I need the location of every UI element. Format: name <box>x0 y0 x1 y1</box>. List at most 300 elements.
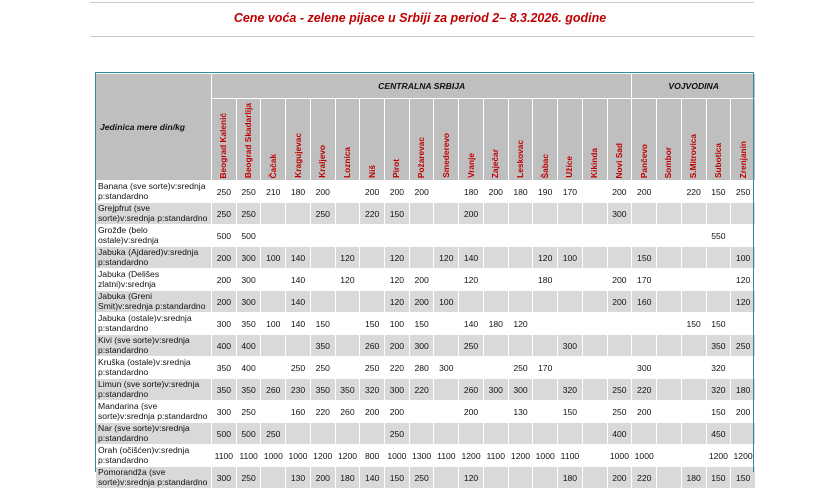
price-cell: 200 <box>632 181 657 203</box>
price-cell: 320 <box>360 379 385 401</box>
price-table <box>95 73 756 489</box>
price-cell: 300 <box>508 379 533 401</box>
price-cell <box>459 357 484 379</box>
price-cell <box>434 401 459 423</box>
price-cell: 500 <box>236 225 261 247</box>
price-cell: 100 <box>385 313 410 335</box>
price-cell: 160 <box>286 401 311 423</box>
price-cell: 1300 <box>409 445 434 467</box>
price-cell <box>706 247 731 269</box>
price-cell <box>508 291 533 313</box>
price-cell <box>582 313 607 335</box>
price-cell: 300 <box>236 269 261 291</box>
price-cell <box>533 291 558 313</box>
price-cell <box>681 423 706 445</box>
price-cell <box>483 467 508 489</box>
price-cell: 550 <box>706 225 731 247</box>
price-cell: 120 <box>335 247 360 269</box>
price-cell: 1200 <box>706 445 731 467</box>
price-cell: 250 <box>508 357 533 379</box>
price-cell <box>533 203 558 225</box>
city-header <box>335 99 360 181</box>
fruit-name-line: Jabuka (Ajdared)v:srednja <box>98 247 199 258</box>
price-cell: 320 <box>558 379 583 401</box>
fruit-name <box>96 357 212 379</box>
price-cell: 250 <box>236 401 261 423</box>
price-cell: 100 <box>731 247 756 269</box>
price-cell: 140 <box>286 291 311 313</box>
price-cell: 200 <box>607 269 632 291</box>
price-cell <box>558 203 583 225</box>
price-cell: 200 <box>310 181 335 203</box>
price-cell <box>681 335 706 357</box>
page-title: Cene voća - zelene pijace u Srbiji za period 2– 8.3.2026. godine <box>233 11 607 25</box>
price-cell <box>360 269 385 291</box>
city-label: Loznica <box>341 147 352 179</box>
price-cell: 350 <box>310 379 335 401</box>
price-cell: 200 <box>385 181 410 203</box>
fruit-name <box>96 379 212 401</box>
price-cell: 320 <box>706 379 731 401</box>
price-cell: 100 <box>434 291 459 313</box>
price-cell: 200 <box>385 335 410 357</box>
price-cell: 180 <box>335 467 360 489</box>
price-cell <box>731 225 756 247</box>
price-cell: 1100 <box>236 445 261 467</box>
price-cell: 120 <box>385 247 410 269</box>
table-row <box>96 313 756 335</box>
price-cell: 180 <box>533 269 558 291</box>
price-cell <box>607 247 632 269</box>
title-rule <box>90 36 754 37</box>
fruit-name-line: Grejpfrut (sve <box>98 203 151 214</box>
fruit-name-line: Kivi (sve sorte)v:srednja <box>98 335 190 346</box>
fruit-name-line: Jabuka (Greni <box>98 291 152 302</box>
price-cell: 200 <box>607 181 632 203</box>
price-cell: 1000 <box>286 445 311 467</box>
city-label: Čačak <box>267 153 278 179</box>
city-label: Vranje <box>465 153 476 179</box>
price-cell: 120 <box>459 269 484 291</box>
price-cell <box>657 247 682 269</box>
price-cell: 250 <box>261 423 286 445</box>
price-cell: 260 <box>459 379 484 401</box>
price-cell <box>335 225 360 247</box>
price-cell <box>286 203 311 225</box>
fruit-name-line: Kruška (ostale)v:srednja <box>98 357 191 368</box>
price-cell: 100 <box>261 313 286 335</box>
price-cell <box>657 467 682 489</box>
fruit-name-line: p:standardno <box>98 345 149 356</box>
city-header <box>483 99 508 181</box>
price-cell: 300 <box>212 401 237 423</box>
price-cell <box>508 225 533 247</box>
price-cell: 220 <box>632 379 657 401</box>
price-cell <box>261 225 286 247</box>
price-cell <box>533 467 558 489</box>
price-cell <box>657 313 682 335</box>
price-cell <box>409 225 434 247</box>
price-cell: 170 <box>632 269 657 291</box>
price-cell: 250 <box>212 181 237 203</box>
price-cell: 120 <box>508 313 533 335</box>
price-cell <box>310 225 335 247</box>
fruit-name <box>96 313 212 335</box>
price-cell <box>508 467 533 489</box>
price-cell: 200 <box>212 291 237 313</box>
price-cell: 140 <box>286 313 311 335</box>
price-cell <box>335 181 360 203</box>
price-cell: 400 <box>607 423 632 445</box>
price-cell: 220 <box>310 401 335 423</box>
fruit-name-line: Banana (sve sorte)v:srednja <box>98 181 206 192</box>
price-cell: 200 <box>731 401 756 423</box>
price-cell: 500 <box>212 225 237 247</box>
price-cell: 180 <box>508 181 533 203</box>
price-cell <box>335 291 360 313</box>
price-cell <box>360 225 385 247</box>
city-label: Sombor <box>663 146 674 179</box>
city-label: Novi Sad <box>613 142 624 179</box>
fruit-name <box>96 335 212 357</box>
price-cell <box>731 203 756 225</box>
price-cell <box>607 225 632 247</box>
price-cell: 120 <box>434 247 459 269</box>
price-cell: 200 <box>483 181 508 203</box>
price-cell: 130 <box>286 467 311 489</box>
price-cell <box>533 335 558 357</box>
price-cell: 150 <box>409 313 434 335</box>
price-cell <box>533 225 558 247</box>
table-row <box>96 181 756 203</box>
fruit-name <box>96 291 212 313</box>
fruit-name <box>96 401 212 423</box>
price-cell <box>582 203 607 225</box>
price-cell: 150 <box>706 181 731 203</box>
price-cell: 500 <box>212 423 237 445</box>
price-cell <box>483 203 508 225</box>
price-cell: 300 <box>558 335 583 357</box>
price-cell: 250 <box>236 203 261 225</box>
top-rule <box>90 2 754 3</box>
price-cell <box>508 203 533 225</box>
price-cell <box>731 423 756 445</box>
price-cell <box>261 203 286 225</box>
price-cell: 130 <box>508 401 533 423</box>
price-cell <box>533 379 558 401</box>
price-cell: 300 <box>483 379 508 401</box>
price-cell <box>483 225 508 247</box>
price-cell: 250 <box>731 181 756 203</box>
price-cell: 140 <box>286 269 311 291</box>
price-cell <box>558 225 583 247</box>
price-cell: 150 <box>706 313 731 335</box>
price-cell: 300 <box>212 467 237 489</box>
price-cell: 200 <box>409 269 434 291</box>
price-cell: 250 <box>360 357 385 379</box>
price-cell <box>483 291 508 313</box>
price-cell: 250 <box>310 357 335 379</box>
city-header <box>607 99 632 181</box>
price-cell <box>533 423 558 445</box>
price-cell: 200 <box>360 181 385 203</box>
price-cell: 1000 <box>607 445 632 467</box>
fruit-name <box>96 445 212 467</box>
table-row <box>96 423 756 445</box>
fruit-name-line: sorte)v:srednja p:standardno <box>98 477 208 488</box>
price-cell <box>657 423 682 445</box>
price-cell <box>706 291 731 313</box>
table-row <box>96 357 756 379</box>
price-cell: 250 <box>310 203 335 225</box>
price-cell: 1200 <box>508 445 533 467</box>
price-cell <box>385 225 410 247</box>
fruit-name-line: Limun (sve sorte)v:srednja <box>98 379 200 390</box>
city-header <box>286 99 311 181</box>
price-cell <box>657 181 682 203</box>
price-cell <box>657 203 682 225</box>
price-cell: 200 <box>310 467 335 489</box>
city-label: Užice <box>564 156 575 179</box>
city-header <box>681 99 706 181</box>
price-cell <box>261 467 286 489</box>
price-cell <box>483 247 508 269</box>
city-header <box>236 99 261 181</box>
city-header <box>706 99 731 181</box>
fruit-name <box>96 423 212 445</box>
price-cell: 400 <box>236 357 261 379</box>
table-row <box>96 401 756 423</box>
price-cell: 200 <box>409 181 434 203</box>
price-cell <box>582 467 607 489</box>
price-cell <box>607 335 632 357</box>
price-cell: 150 <box>385 467 410 489</box>
price-cell: 260 <box>261 379 286 401</box>
price-cell: 200 <box>385 401 410 423</box>
price-cell: 1200 <box>310 445 335 467</box>
price-cell: 220 <box>681 181 706 203</box>
price-cell: 200 <box>607 291 632 313</box>
fruit-name-line: Nar (sve sorte)v:srednja <box>98 423 190 434</box>
price-cell <box>310 247 335 269</box>
price-cell: 200 <box>212 269 237 291</box>
price-cell: 150 <box>681 313 706 335</box>
price-cell: 180 <box>558 467 583 489</box>
fruit-name-line: sorte)v:srednja p:standardno <box>98 411 208 422</box>
city-header <box>533 99 558 181</box>
city-header <box>385 99 410 181</box>
price-cell: 160 <box>632 291 657 313</box>
price-cell: 400 <box>236 335 261 357</box>
table-row <box>96 247 756 269</box>
price-cell: 350 <box>236 379 261 401</box>
price-cell: 200 <box>632 401 657 423</box>
fruit-name-line: Grožđe (belo <box>98 225 148 236</box>
city-label: Subotica <box>712 143 723 179</box>
city-label: Niš <box>366 165 377 179</box>
price-cell <box>582 247 607 269</box>
table-row <box>96 335 756 357</box>
price-cell <box>335 203 360 225</box>
price-cell <box>335 335 360 357</box>
price-cell: 1100 <box>434 445 459 467</box>
price-cell <box>582 269 607 291</box>
price-cell: 1000 <box>385 445 410 467</box>
city-header <box>459 99 484 181</box>
price-cell <box>582 181 607 203</box>
fruit-name-line: Pomorandža (sve <box>98 467 166 478</box>
price-cell <box>335 313 360 335</box>
price-cell <box>434 181 459 203</box>
price-cell: 280 <box>409 357 434 379</box>
price-cell: 180 <box>459 181 484 203</box>
price-cell: 250 <box>212 203 237 225</box>
price-cell: 150 <box>385 203 410 225</box>
price-cell: 250 <box>236 467 261 489</box>
table-row <box>96 445 756 467</box>
price-cell: 120 <box>385 291 410 313</box>
fruit-name-line: p:standardno <box>98 367 149 378</box>
price-cell: 140 <box>360 467 385 489</box>
fruit-name-line: p:standardno <box>98 323 149 334</box>
price-cell <box>459 423 484 445</box>
price-cell: 150 <box>706 401 731 423</box>
city-header <box>212 99 237 181</box>
price-cell <box>582 401 607 423</box>
price-cell: 500 <box>236 423 261 445</box>
city-label: Leskovac <box>514 140 525 179</box>
price-cell: 180 <box>483 313 508 335</box>
price-cell <box>459 225 484 247</box>
price-cell: 230 <box>286 379 311 401</box>
fruit-name-line: p:standardno <box>98 433 149 444</box>
price-cell <box>483 423 508 445</box>
price-cell <box>681 401 706 423</box>
price-cell <box>607 313 632 335</box>
price-cell <box>731 357 756 379</box>
price-cell: 180 <box>681 467 706 489</box>
price-cell: 350 <box>335 379 360 401</box>
price-cell <box>657 225 682 247</box>
price-cell: 350 <box>236 313 261 335</box>
price-cell: 200 <box>459 203 484 225</box>
price-cell <box>335 357 360 379</box>
price-cell: 220 <box>632 467 657 489</box>
region-header: CENTRALNA SRBIJA <box>212 74 632 99</box>
fruit-name-line: p:standardno <box>98 257 149 268</box>
price-cell: 170 <box>558 181 583 203</box>
price-cell: 200 <box>212 247 237 269</box>
price-cell <box>310 269 335 291</box>
table-row <box>96 291 756 313</box>
price-cell: 180 <box>731 379 756 401</box>
fruit-name <box>96 203 212 225</box>
price-cell <box>657 357 682 379</box>
price-cell <box>632 203 657 225</box>
price-cell <box>261 291 286 313</box>
price-cell <box>508 247 533 269</box>
price-cell <box>681 225 706 247</box>
price-cell: 250 <box>409 467 434 489</box>
fruit-name-line: p:standardno <box>98 191 149 202</box>
price-cell: 300 <box>236 247 261 269</box>
table-row <box>96 225 756 247</box>
price-cell: 1000 <box>632 445 657 467</box>
price-cell <box>582 335 607 357</box>
price-cell: 800 <box>360 445 385 467</box>
price-cell: 200 <box>459 401 484 423</box>
city-label: Pirot <box>391 159 402 179</box>
price-cell: 300 <box>607 203 632 225</box>
city-label: Požarevac <box>416 137 427 179</box>
price-cell: 200 <box>409 291 434 313</box>
price-cell <box>632 335 657 357</box>
price-cell <box>731 313 756 335</box>
price-cell <box>261 335 286 357</box>
fruit-name-line: p:standardno <box>98 455 149 466</box>
price-cell <box>657 269 682 291</box>
price-cell <box>632 225 657 247</box>
price-cell: 170 <box>533 357 558 379</box>
price-cell: 250 <box>385 423 410 445</box>
fruit-name <box>96 225 212 247</box>
price-cell <box>632 423 657 445</box>
unit-header: Jedinica mere din/kg <box>96 74 212 181</box>
price-cell <box>657 335 682 357</box>
fruit-name <box>96 269 212 291</box>
price-cell <box>706 203 731 225</box>
price-cell <box>681 379 706 401</box>
city-header <box>508 99 533 181</box>
price-cell <box>261 401 286 423</box>
fruit-name <box>96 181 212 203</box>
price-cell <box>657 401 682 423</box>
fruit-name-line: Smit)v:srednja p:standardno <box>98 301 206 312</box>
price-cell: 100 <box>558 247 583 269</box>
price-cell: 150 <box>360 313 385 335</box>
price-cell <box>558 313 583 335</box>
city-header <box>310 99 335 181</box>
fruit-name-line: p:standardno <box>98 389 149 400</box>
price-cell: 320 <box>706 357 731 379</box>
price-cell: 150 <box>706 467 731 489</box>
price-cell: 120 <box>533 247 558 269</box>
price-cell: 450 <box>706 423 731 445</box>
price-cell <box>483 269 508 291</box>
city-header <box>360 99 385 181</box>
price-cell <box>286 225 311 247</box>
city-header <box>558 99 583 181</box>
price-cell: 1200 <box>731 445 756 467</box>
price-cell: 120 <box>731 291 756 313</box>
price-cell <box>483 401 508 423</box>
price-cell <box>582 225 607 247</box>
city-header <box>731 99 756 181</box>
price-cell <box>360 291 385 313</box>
table-row <box>96 467 756 489</box>
fruit-name-line: Jabuka (Delišes <box>98 269 160 280</box>
city-label: Beograd Skadarlija <box>243 103 254 179</box>
price-cell: 120 <box>731 269 756 291</box>
price-cell <box>409 203 434 225</box>
city-label: Zrenjanin <box>737 140 748 179</box>
price-cell: 300 <box>212 313 237 335</box>
fruit-name-line: Orah (očišćen)v:srednja <box>98 445 190 456</box>
price-cell <box>434 423 459 445</box>
city-header <box>632 99 657 181</box>
price-cell <box>681 203 706 225</box>
price-cell: 150 <box>310 313 335 335</box>
